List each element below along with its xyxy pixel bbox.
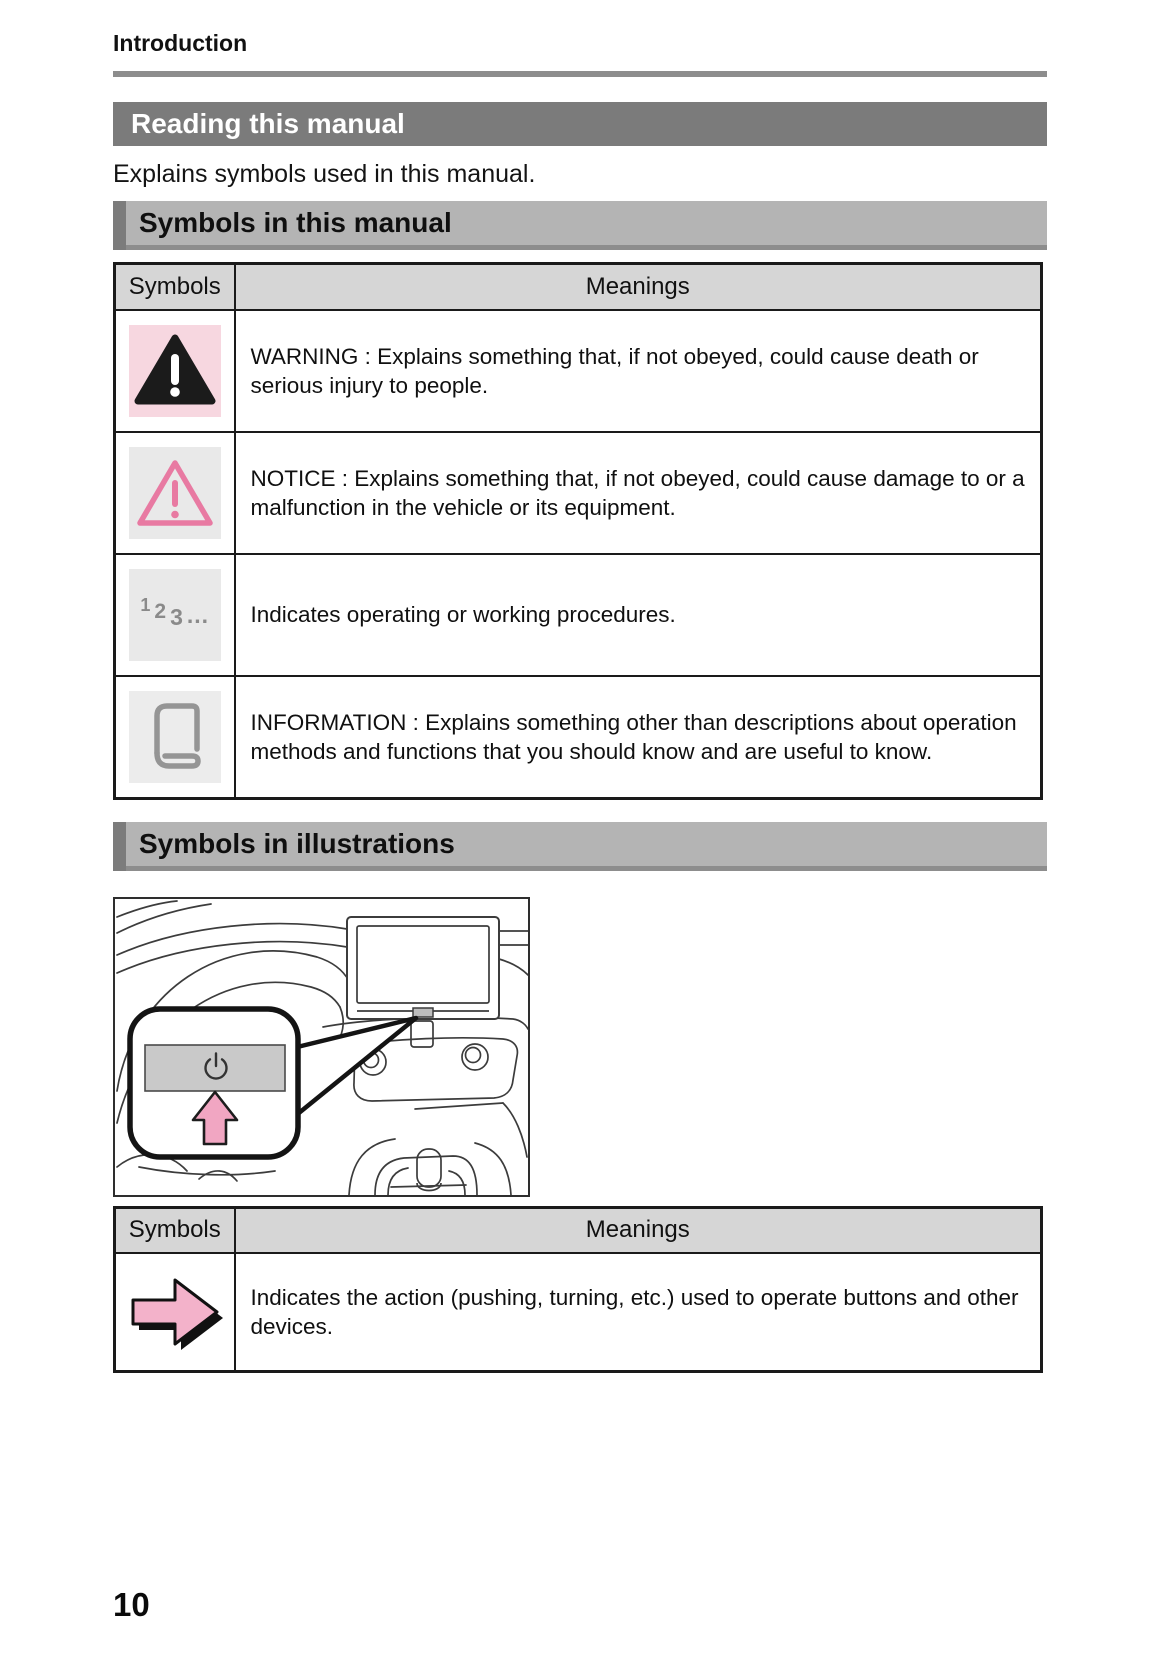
section-title: Symbols in this manual bbox=[126, 201, 1047, 250]
callout-pointer bbox=[289, 1018, 416, 1121]
table-header-row bbox=[115, 264, 1042, 310]
symbol-cell bbox=[115, 310, 235, 432]
intro-text: Explains symbols used in this manual. bbox=[113, 160, 536, 188]
meaning-cell: NOTICE : Explains something that, if not obeyed, could cause damage to or a malfunction in the vehicle or its equipment. bbox=[235, 432, 1042, 554]
symbols-illustrations-table bbox=[113, 1206, 1043, 1374]
symbol-cell bbox=[115, 432, 235, 554]
step-ellipsis: ... bbox=[186, 602, 210, 628]
column-header-symbols: Symbols bbox=[115, 264, 235, 310]
meaning-cell: WARNING : Explains something that, if not obeyed, could cause death or serious injury to people. bbox=[235, 310, 1042, 432]
symbols-manual-table bbox=[113, 262, 1043, 800]
meaning-cell: Indicates operating or working procedures. bbox=[235, 554, 1042, 676]
power-button-panel bbox=[145, 1045, 285, 1091]
step-digit: 1 bbox=[140, 595, 151, 615]
column-header-symbols: Symbols bbox=[115, 1207, 235, 1253]
information-book-icon bbox=[129, 691, 221, 783]
step-digit: 3 bbox=[170, 604, 183, 630]
page-title: Reading this manual bbox=[113, 102, 1047, 146]
header-divider bbox=[113, 71, 1047, 77]
breadcrumb: Introduction bbox=[113, 30, 248, 56]
notice-icon bbox=[129, 447, 221, 539]
procedure-steps-icon bbox=[129, 569, 221, 661]
gear-shifter bbox=[417, 1149, 441, 1191]
warning-icon bbox=[129, 325, 221, 417]
section-accent-bar bbox=[113, 201, 126, 250]
table-header-row bbox=[115, 1207, 1042, 1253]
table-row-notice bbox=[115, 432, 1042, 554]
table-row-procedures bbox=[115, 554, 1042, 676]
symbol-cell bbox=[115, 554, 235, 676]
step-digit: 2 bbox=[154, 599, 167, 623]
dashboard-line-art bbox=[115, 899, 528, 1195]
section-header-symbols-manual bbox=[113, 201, 1047, 250]
table-row-action-arrow bbox=[115, 1253, 1042, 1372]
page-number: 10 bbox=[113, 1586, 150, 1623]
section-header-symbols-illustrations bbox=[113, 822, 1047, 871]
section-title: Symbols in illustrations bbox=[126, 822, 1047, 871]
table-row-warning bbox=[115, 310, 1042, 432]
action-arrow-icon bbox=[125, 1268, 225, 1356]
table-row-information bbox=[115, 676, 1042, 799]
shifter-boot-outline bbox=[375, 1156, 477, 1195]
column-header-meanings: Meanings bbox=[235, 264, 1042, 310]
symbol-cell bbox=[115, 676, 235, 799]
power-button-target bbox=[413, 1008, 433, 1017]
section-accent-bar bbox=[113, 822, 126, 871]
meaning-cell: Indicates the action (pushing, turning, etc.) used to operate buttons and other devices. bbox=[235, 1253, 1042, 1372]
symbol-cell bbox=[115, 1253, 235, 1372]
column-header-meanings: Meanings bbox=[235, 1207, 1042, 1253]
display-screen bbox=[347, 917, 499, 1019]
page-content bbox=[113, 30, 1047, 1373]
dashboard-illustration bbox=[113, 897, 530, 1197]
meaning-cell: INFORMATION : Explains something other than descriptions about operation methods and functions that you should know and are useful to know. bbox=[235, 676, 1042, 799]
